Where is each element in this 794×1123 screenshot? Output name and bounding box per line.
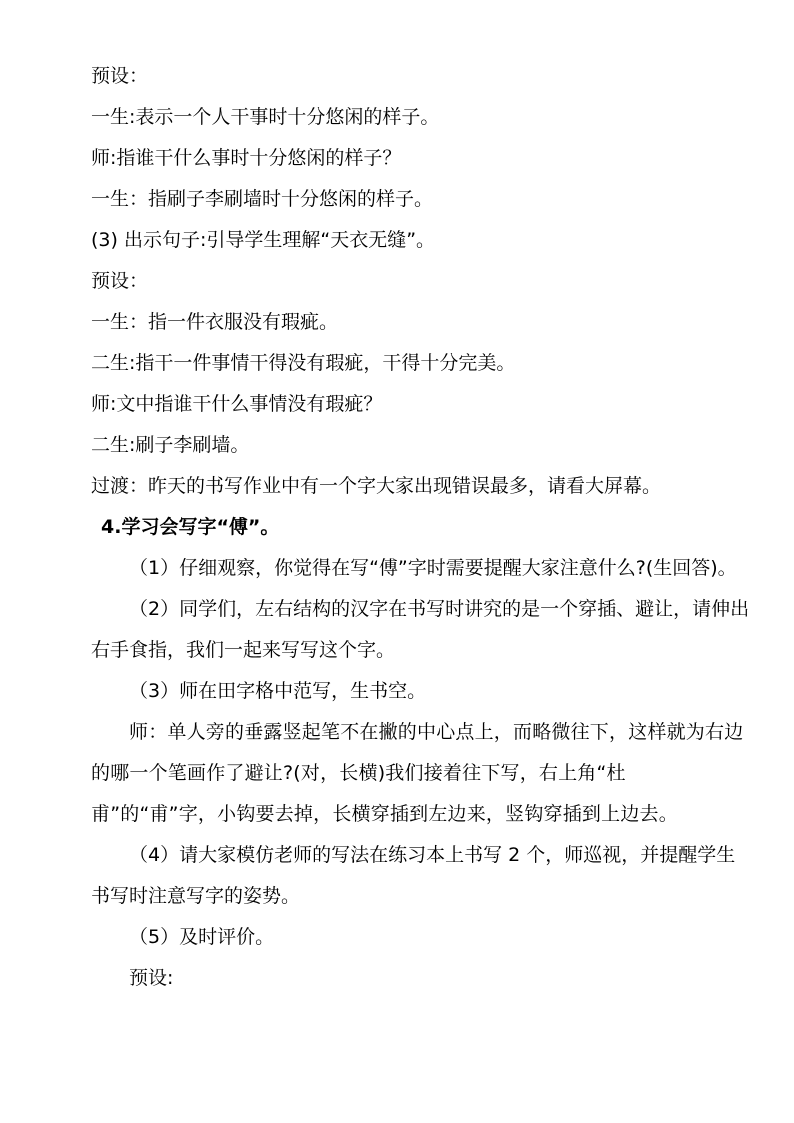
teacher-question-2: 师:文中指谁干什么事情没有瑕疵？ — [91, 393, 383, 415]
step-3-demo: （3）师在田字格中范写，生书空。 — [129, 680, 427, 702]
step-2-structure: （2）同学们，左右结构的汉字在书写时讲究的是一个穿插、避让，请伸出右手食指，我们一起来写写这个字。 — [91, 598, 750, 661]
teacher-question-1: 师:指谁干什么事时十分悠闲的样子？ — [91, 147, 402, 169]
teacher-explanation: 师：单人旁的垂露竖起笔不在撇的中心点上，而略微往下，这样就为右边的哪一个笔画作了避让?(对，长横)我们接着往下写，右上角“杜甫”的“甫”字，小钩要去掉，长横穿插到左边来，竖钩穿插到上边去。 — [91, 721, 744, 825]
step-3-show-sentence: (3) 出示句子:引导学生理解“天衣无缝”。 — [91, 229, 436, 251]
step-4-practice: （4）请大家模仿老师的写法在练习本上书写 2 个，师巡视，并提醒学生书写时注意写字的姿势。 — [91, 844, 736, 907]
section-heading-4: 4.学习会写字“傅”。 — [101, 516, 280, 538]
student-answer-5: 二生:刷子李刷墙。 — [91, 434, 250, 456]
transition-paragraph: 过渡：昨天的书写作业中有一个字大家出现错误最多，请看大屏幕。 — [91, 475, 662, 497]
step-1-observe: （1）仔细观察，你觉得在写“傅”字时需要提醒大家注意什么?(生回答)。 — [129, 557, 737, 579]
student-answer-2: 一生：指刷子李刷墙时十分悠闲的样子。 — [91, 188, 434, 210]
student-answer-4: 二生:指干一件事情干得没有瑕疵，干得十分完美。 — [91, 352, 516, 374]
student-answer-3: 一生：指一件衣服没有瑕疵。 — [91, 311, 339, 333]
preset-label-1: 预设： — [91, 65, 149, 87]
student-answer-1: 一生:表示一个人干事时十分悠闲的样子。 — [91, 106, 440, 128]
step-5-evaluate: （5）及时评价。 — [129, 926, 275, 948]
document-body — [91, 56, 751, 999]
preset-label-2: 预设： — [91, 270, 149, 292]
preset-label-3: 预设: — [129, 967, 174, 989]
